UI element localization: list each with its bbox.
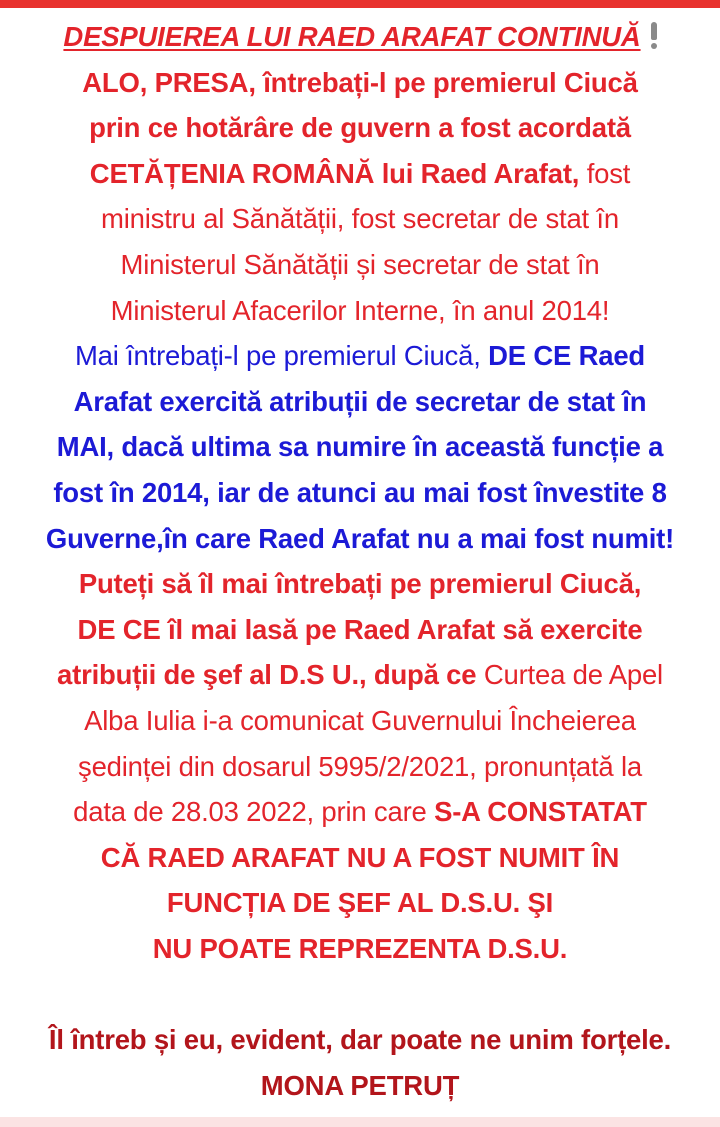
text-line: ALO, PRESA, întrebați-l pe premierul Ciucă bbox=[82, 66, 638, 98]
text-span-bold: DE CE Raed bbox=[488, 340, 646, 372]
text-span-bold: CETĂȚENIA ROMÂNĂ lui Raed Arafat, bbox=[89, 157, 580, 189]
text-span: fost bbox=[586, 157, 631, 189]
text-line bbox=[0, 333, 720, 379]
text-line: ministru al Sănătății, fost secretar de stat în bbox=[101, 203, 619, 235]
text-line bbox=[0, 151, 720, 197]
text-line bbox=[0, 789, 720, 835]
text-line: NU POATE REPREZENTA D.S.U. bbox=[152, 932, 568, 964]
text-line: Ministerul Sănătății și secretar de stat în bbox=[120, 248, 600, 280]
text-line bbox=[0, 652, 720, 698]
post-text bbox=[0, 14, 720, 1108]
text-line: DE CE îl mai lasă pe Raed Arafat să exercite bbox=[77, 613, 643, 645]
text-span-bold: atribuții de şef al D.S U., după ce bbox=[57, 659, 477, 691]
text-line: FUNCȚIA DE ŞEF AL D.S.U. ŞI bbox=[166, 887, 554, 919]
text-line: MAI, dacă ultima sa numire în această funcție a bbox=[56, 431, 664, 463]
paragraph-spacer bbox=[0, 971, 720, 1017]
text-span: data de 28.03 2022, prin care bbox=[73, 796, 427, 828]
title-line bbox=[0, 14, 720, 60]
text-span: Curtea de Apel bbox=[483, 659, 663, 691]
text-line: fost în 2014, iar de atunci au mai fost învestite 8 bbox=[53, 476, 667, 508]
post-title: DESPUIEREA LUI RAED ARAFAT CONTINUĂ bbox=[63, 21, 641, 52]
text-line: Guverne,în care Raed Arafat nu a mai fost numit! bbox=[45, 522, 675, 554]
bottom-edge bbox=[0, 1117, 720, 1127]
text-line: prin ce hotărâre de guvern a fost acordată bbox=[89, 112, 631, 144]
text-line: Alba Iulia i-a comunicat Guvernului Încheierea bbox=[84, 704, 636, 736]
text-line: Puteți să îl mai întrebați pe premierul Ciucă, bbox=[78, 568, 642, 600]
exclamation-icon bbox=[651, 22, 657, 50]
text-line: Ministerul Afacerilor Interne, în anul 2014! bbox=[110, 294, 610, 326]
text-line: CĂ RAED ARAFAT NU A FOST NUMIT ÎN bbox=[100, 841, 620, 873]
top-accent-bar bbox=[0, 0, 720, 8]
text-span-bold: S-A CONSTATAT bbox=[434, 796, 647, 828]
author-signature: MONA PETRUȚ bbox=[260, 1069, 460, 1101]
text-line: şedinței din dosarul 5995/2/2021, pronunțată la bbox=[78, 750, 642, 782]
closing-line: Îl întreb și eu, evident, dar poate ne unim forțele. bbox=[48, 1024, 672, 1056]
text-span: Mai întrebați-l pe premierul Ciucă, bbox=[74, 340, 481, 372]
text-line: Arafat exercită atribuții de secretar de stat în bbox=[73, 385, 647, 417]
